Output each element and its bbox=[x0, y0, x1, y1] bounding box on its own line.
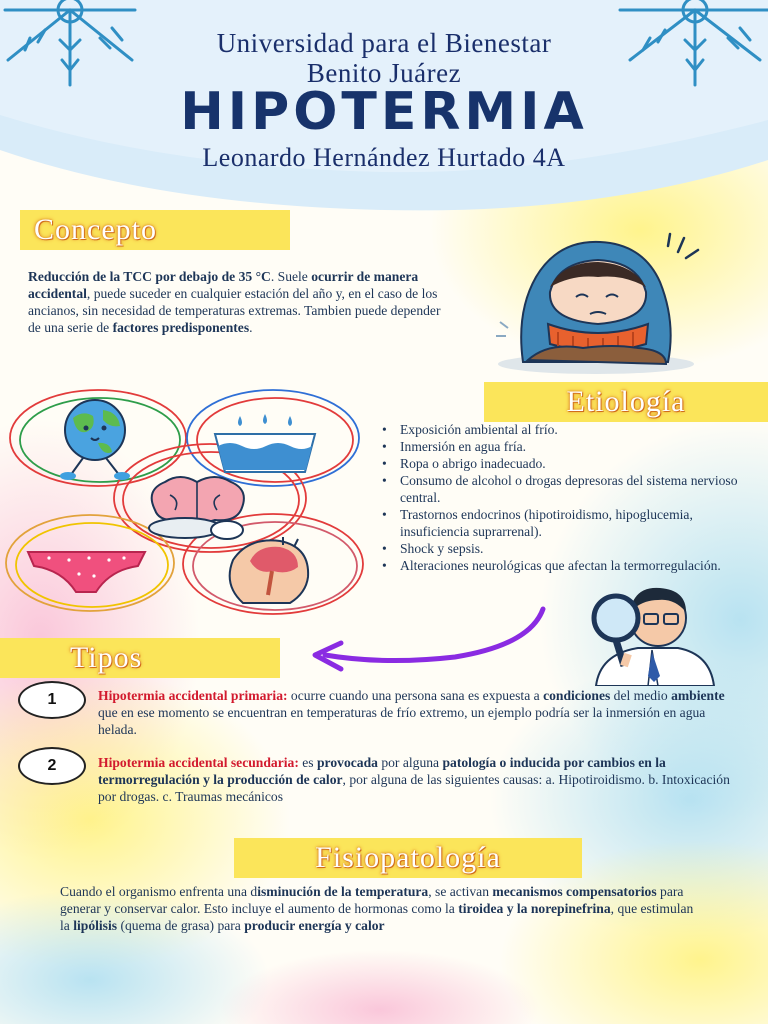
tipo-2-bold: provocada bbox=[317, 755, 378, 770]
tipo-1-bold: condiciones bbox=[543, 688, 611, 703]
fisio-text: (quema de grasa) para bbox=[117, 918, 245, 933]
doctor-magnifier-illustration bbox=[578, 576, 718, 686]
head-brain-icon bbox=[218, 535, 328, 605]
concepto-text-bold-1: Reducción de la TCC por debajo de 35 °C bbox=[28, 269, 271, 284]
etiologia-item: • Consumo de alcohol o drogas depresoras del sistema nervioso central. bbox=[378, 472, 750, 506]
etiologia-item: • Inmersión en agua fría. bbox=[378, 438, 750, 455]
author-line: Leonardo Hernández Hurtado 4A bbox=[202, 143, 566, 172]
cold-person-illustration bbox=[488, 232, 708, 377]
tipo-1-paragraph bbox=[98, 687, 738, 738]
fisio-text: para generar y conservar calor. Esto incluye el aumento de hormonas como la bbox=[60, 884, 684, 916]
university-line-1: Universidad para el Bienestar bbox=[216, 28, 552, 58]
concepto-text-bold-2: ocurrir de manera accidental bbox=[28, 269, 419, 301]
tipo-2-text: por alguna bbox=[377, 755, 443, 770]
etiologia-list bbox=[378, 421, 750, 574]
arrow-icon bbox=[305, 605, 550, 677]
earth-icon bbox=[48, 398, 143, 480]
fisiopatologia-paragraph bbox=[60, 883, 700, 934]
tipo-1-number-badge: 1 bbox=[18, 681, 86, 719]
water-icon bbox=[210, 412, 320, 474]
etiologia-item: • Ropa o abrigo inadecuado. bbox=[378, 455, 750, 472]
tipo-1-bold: ambiente bbox=[671, 688, 725, 703]
etiologia-heading: Etiología bbox=[484, 382, 768, 422]
etiologia-item: • Trastornos endocrinos (hipotiroidismo, hipoglucemia, insuficiencia suprarrenal). bbox=[378, 506, 750, 540]
fisio-text: , se activan bbox=[428, 884, 493, 899]
etiologia-item: • Alteraciones neurológicas que afectan la termorregulación. bbox=[378, 557, 750, 574]
fisio-bold: isminución de la temperatura bbox=[257, 884, 429, 899]
etiologia-item: • Shock y sepsis. bbox=[378, 540, 750, 557]
underwear-icon bbox=[24, 548, 149, 596]
brain-pills-icon bbox=[135, 470, 260, 540]
tipo-2-label: Hipotermia accidental secundaria: bbox=[98, 755, 299, 770]
fisio-text: Cuando el organismo enfrenta una d bbox=[60, 884, 258, 899]
tipo-2-paragraph bbox=[98, 754, 738, 805]
university-name bbox=[0, 28, 768, 88]
concepto-text-2: , puede suceder en cualquier estación del año y, en el caso de los ancianos, sin necesidad de temperaturas extremas. Tambien puede depender de una serie de bbox=[28, 286, 441, 335]
tipo-2-text: , por alguna de las siguientes causas: a. Hipotiroidismo. b. Intoxicación por drogas. c. Traumas mecánicos bbox=[98, 772, 730, 804]
tipo-2-text: es bbox=[298, 755, 317, 770]
tipo-2-number-badge: 2 bbox=[18, 747, 86, 785]
fisio-bold: lipólisis bbox=[73, 918, 118, 933]
fisio-bold: tiroidea y la norepinefrina bbox=[458, 901, 611, 916]
concepto-text-1: . Suele bbox=[270, 269, 308, 284]
tipo-1-text: que en ese momento se encuentran en temperaturas de frío extremo, un ejemplo podría ser la inmersión en agua helada. bbox=[98, 705, 706, 737]
concepto-text-bold-3: factores predisponentes bbox=[112, 320, 250, 335]
etiologia-item: • Exposición ambiental al frío. bbox=[378, 421, 750, 438]
tipo-1-label: Hipotermia accidental primaria: bbox=[98, 688, 288, 703]
fisio-bold: mecanismos compensatorios bbox=[492, 884, 657, 899]
fisiopatologia-heading: Fisiopatología bbox=[234, 838, 582, 878]
fisio-bold: producir energía y calor bbox=[244, 918, 385, 933]
concepto-heading: Concepto bbox=[20, 210, 290, 250]
university-line-2: Benito Juárez bbox=[306, 58, 462, 88]
tipo-2-bold: patología o inducida por cambios en la termorregulación y la producción de calor bbox=[98, 755, 666, 787]
tipo-1-text: del medio bbox=[610, 688, 672, 703]
concepto-text-3: . bbox=[249, 320, 253, 335]
tipos-heading: Tipos bbox=[0, 638, 280, 678]
concepto-paragraph bbox=[28, 268, 456, 336]
tipo-1-text: ocurre cuando una persona sana es expuesta a bbox=[287, 688, 544, 703]
page-title: HIPOTERMIA bbox=[180, 82, 588, 142]
fisio-text: , que estimulan la bbox=[60, 901, 694, 933]
